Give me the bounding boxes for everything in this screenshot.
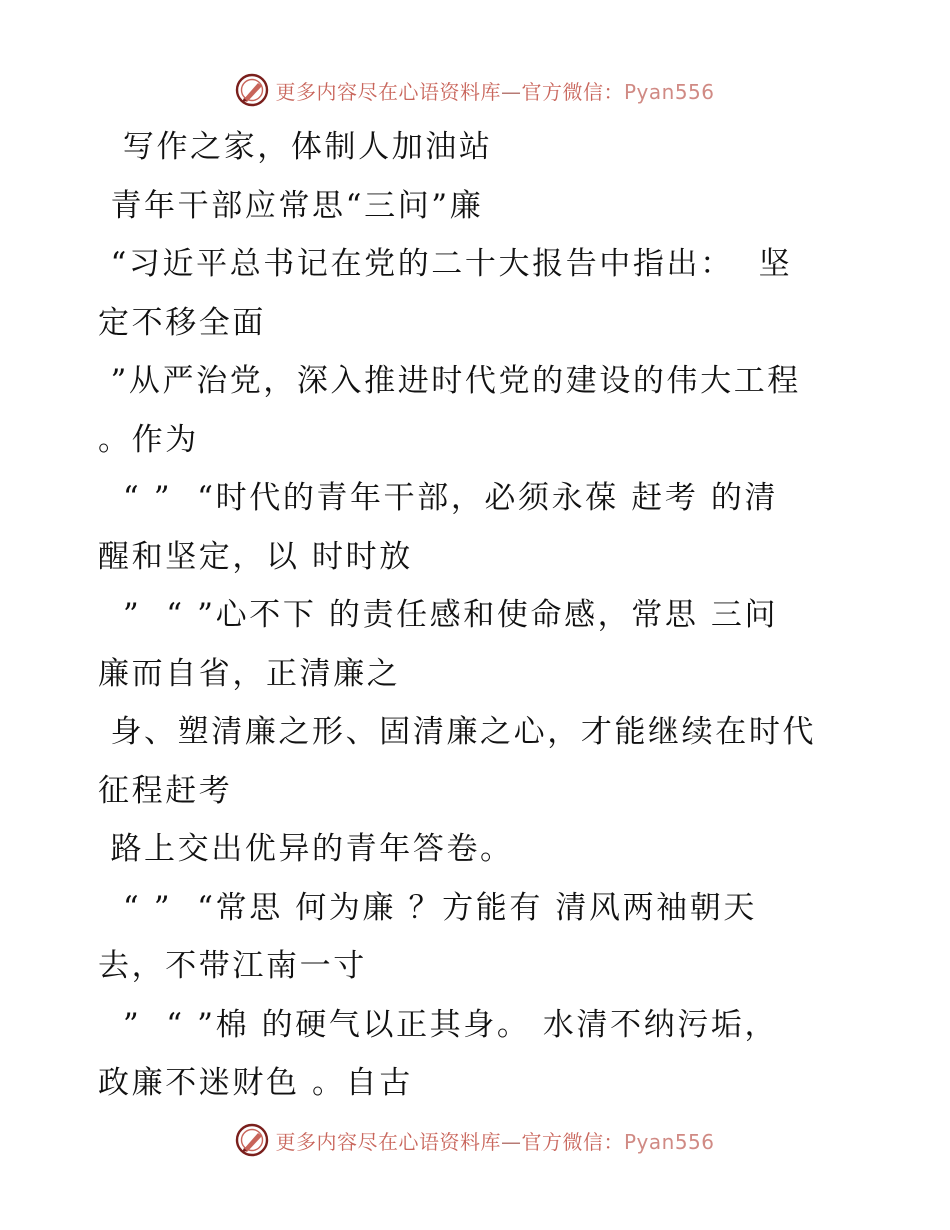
doc-line: 写作之家，体制人加油站 (98, 129, 493, 165)
watermark-main: 更多内容尽在心语资料库 (275, 79, 501, 104)
watermark-text (275, 1126, 714, 1155)
doc-line: 路上交出优异的青年答卷。 (98, 831, 514, 867)
doc-line: 去，不带江南一寸 (98, 948, 367, 984)
doc-line: 身、塑清廉之形、固清廉之心，才能继续在时代 (98, 714, 817, 750)
doc-line: ” “ ”棉 的硬气以正其身。 水清不纳污垢， (98, 1006, 779, 1043)
doc-line: 醒和坚定，以 时时放 (98, 538, 413, 575)
doc-line: “习近平总书记在党的二十大报告中指出： 坚 (98, 246, 793, 282)
footer-watermark (0, 1120, 950, 1160)
header-watermark (0, 70, 950, 110)
watermark-contact: 官方微信： (521, 79, 624, 104)
watermark-text (275, 76, 714, 105)
doc-line: “ ” “时代的青年干部，必须永葆 赶考 的清 (98, 480, 779, 516)
doc-line: 。作为 (98, 421, 199, 458)
pen-seal-icon (235, 73, 269, 107)
doc-line: 廉而自省，正清廉之 (98, 655, 401, 692)
watermark-contact: 官方微信： (521, 1129, 624, 1154)
doc-line: 征程赶考 (98, 772, 233, 809)
doc-line: ”从严治党，深入推进时代党的建设的伟大工程 (98, 363, 801, 399)
document-body (98, 118, 858, 1113)
doc-line: “ ” “常思 何为廉 ？方能有 清风两袖朝天 (98, 889, 757, 926)
watermark-id: Pyan556 (623, 1129, 715, 1154)
watermark-separator: — (500, 1129, 522, 1154)
doc-line: 定不移全面 (98, 304, 266, 341)
doc-line: 政廉不迷财色 。自古 (98, 1065, 413, 1101)
doc-line: 青年干部应常思“三问”廉 (98, 187, 484, 224)
watermark-main: 更多内容尽在心语资料库 (275, 1129, 501, 1154)
pen-seal-icon (235, 1123, 269, 1157)
doc-line: ” “ ”心不下 的责任感和使命感，常思 三问 (98, 597, 779, 633)
watermark-id: Pyan556 (623, 79, 715, 104)
watermark-separator: — (500, 79, 522, 104)
